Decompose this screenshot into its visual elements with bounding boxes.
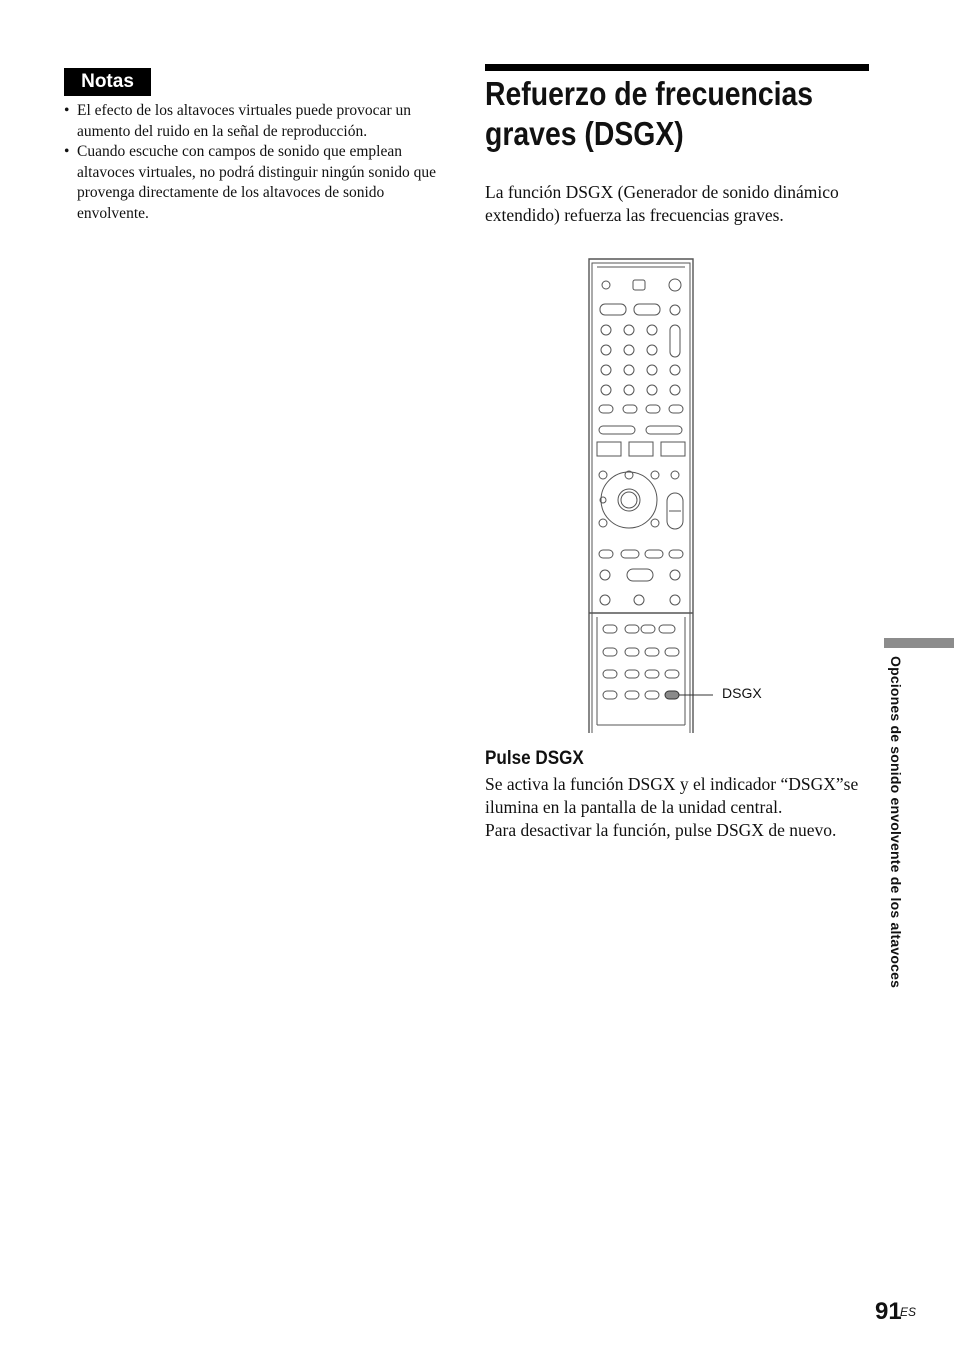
step-body bbox=[485, 773, 885, 842]
intro-paragraph: La función DSGX (Generador de sonido dinámico extendido) refuerza las frecuencias graves. bbox=[485, 182, 839, 225]
side-tab-label: Opciones de sonido envolvente de los altavoces bbox=[888, 656, 904, 989]
title-rule bbox=[485, 64, 869, 71]
bullet: • bbox=[64, 143, 70, 160]
bullet: • bbox=[64, 102, 70, 119]
step-body-text: Se activa la función DSGX y el indicador “DSGX”se ilumina en la pantalla de la unidad central. bbox=[485, 774, 859, 817]
dsgx-callout-label: DSGX bbox=[722, 685, 762, 701]
note-item: • El efecto de los altavoces virtuales puede provocar un aumento del ruido en la señal de reproducción. bbox=[64, 102, 411, 140]
note-item: • Cuando escuche con campos de sonido que emplean altavoces virtuales, no podrá distinguir ningún sonido que provenga directamente de los altavoces de sonido envolvente. bbox=[64, 143, 437, 222]
dsgx-button bbox=[665, 691, 679, 699]
notes-list bbox=[64, 101, 448, 224]
side-tab-marker bbox=[884, 638, 954, 648]
remote-control-illustration bbox=[583, 255, 713, 737]
step-heading: Pulse DSGX bbox=[485, 748, 584, 769]
page-language: ES bbox=[900, 1305, 917, 1319]
notes-label: Notas bbox=[64, 68, 151, 96]
section-title: Refuerzo de frecuencias graves (DSGX) bbox=[485, 75, 814, 152]
step-body-text: Para desactivar la función, pulse DSGX de nuevo. bbox=[485, 820, 837, 840]
page-number: 91 bbox=[875, 1298, 902, 1325]
